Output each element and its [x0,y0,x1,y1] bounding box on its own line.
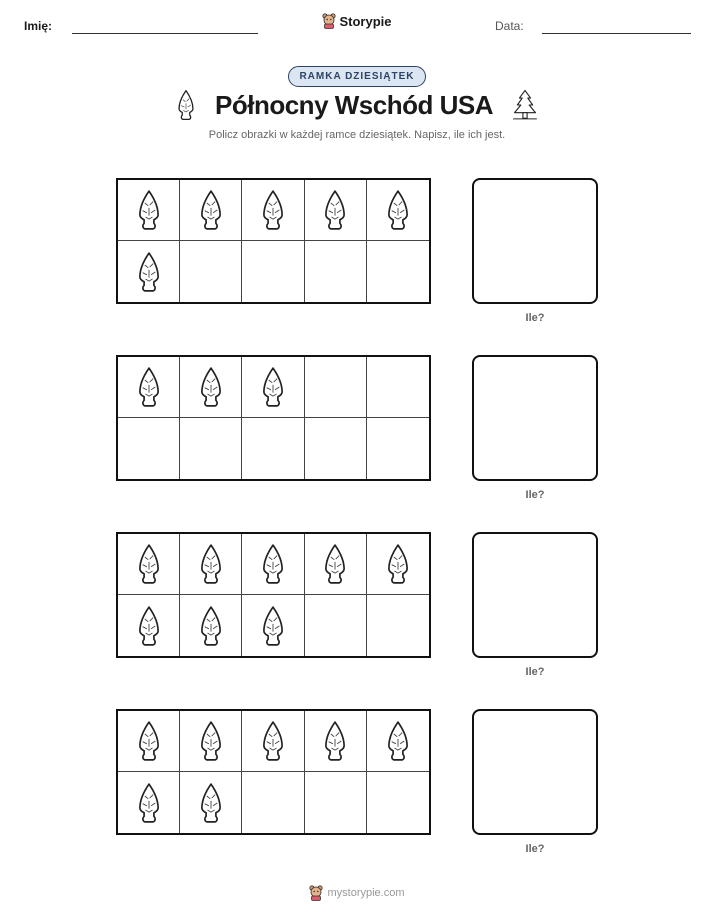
ten-frame-cell [242,241,304,302]
ten-frame-cell [367,180,429,241]
answer-label: Ile? [525,843,545,855]
ten-frame-cell [367,357,429,418]
arrowhead-icon [175,89,197,121]
footer-url: mystorypie.com [327,887,405,899]
ten-frame-cell [118,534,180,595]
arrowhead-icon [259,542,287,586]
ten-frame-cell [180,711,242,772]
ten-frame-cell [118,711,180,772]
ten-frame-cell [180,534,242,595]
ten-frame-cell [305,772,367,833]
ten-frame [116,532,431,658]
arrowhead-icon [135,188,163,232]
ten-frame [116,355,431,481]
name-label: Imię: [24,19,53,33]
arrowhead-icon [135,604,163,648]
arrowhead-icon [384,188,412,232]
ten-frame-cell [367,241,429,302]
ten-frame-cell [242,711,304,772]
arrowhead-icon [259,604,287,648]
page-title: Północny Wschód USA [215,89,493,120]
arrowhead-icon [197,781,225,825]
arrowhead-icon [259,719,287,763]
ten-frame-cell [242,595,304,656]
bear-mascot-icon [322,13,336,29]
footer [0,885,714,906]
ten-frame [116,178,431,304]
ten-frame-cell [367,534,429,595]
arrowhead-icon [384,719,412,763]
ten-frame-cell [305,595,367,656]
answer-label: Ile? [525,666,545,678]
arrowhead-icon [321,542,349,586]
ten-frame-cell [242,772,304,833]
ten-frame-cell [180,180,242,241]
worksheet-type-badge: RAMKA DZIESIĄTEK [288,66,425,87]
ten-frame-cell [305,357,367,418]
ten-frame-cell [367,418,429,479]
arrowhead-icon [197,365,225,409]
ten-frame-cell [180,241,242,302]
ten-frame-cell [242,180,304,241]
answer-box[interactable] [472,532,598,658]
ten-frame-cell [118,418,180,479]
arrowhead-icon [197,542,225,586]
ten-frame-cell [180,418,242,479]
answer-label: Ile? [525,312,545,324]
instructions: Policz obrazki w każdej ramce dziesiątek. Napisz, ile ich jest. [208,129,506,141]
ten-frame-cell [305,241,367,302]
answer-box[interactable] [472,709,598,835]
ten-frame-cell [305,711,367,772]
ten-frame-cell [242,418,304,479]
ten-frame-cell [367,772,429,833]
ten-frame-cell [118,357,180,418]
brand-logo [0,13,714,34]
arrowhead-icon [135,250,163,294]
answer-box[interactable] [472,355,598,481]
arrowhead-icon [259,365,287,409]
arrowhead-icon [197,604,225,648]
ten-frame-cell [367,595,429,656]
arrowhead-icon [135,365,163,409]
ten-frame-cell [180,595,242,656]
arrowhead-icon [135,719,163,763]
date-line [542,33,691,34]
ten-frame-cell [242,534,304,595]
brand-name: Storypie [339,13,392,29]
ten-frame-cell [180,357,242,418]
ten-frame-cell [180,772,242,833]
arrowhead-icon [135,781,163,825]
ten-frame-cell [118,595,180,656]
pine-tree-icon [511,89,539,121]
arrowhead-icon [321,719,349,763]
arrowhead-icon [259,188,287,232]
ten-frame-cell [118,180,180,241]
bear-mascot-icon [309,885,323,901]
answer-box[interactable] [472,178,598,304]
arrowhead-icon [321,188,349,232]
ten-frame-cell [305,180,367,241]
arrowhead-icon [197,719,225,763]
date-label: Data: [495,19,524,33]
arrowhead-icon [384,542,412,586]
ten-frame-cell [367,711,429,772]
ten-frame [116,709,431,835]
answer-label: Ile? [525,489,545,501]
ten-frame-cell [118,241,180,302]
ten-frame-cell [118,772,180,833]
ten-frame-cell [242,357,304,418]
arrowhead-icon [135,542,163,586]
ten-frame-cell [305,418,367,479]
ten-frame-cell [305,534,367,595]
arrowhead-icon [197,188,225,232]
